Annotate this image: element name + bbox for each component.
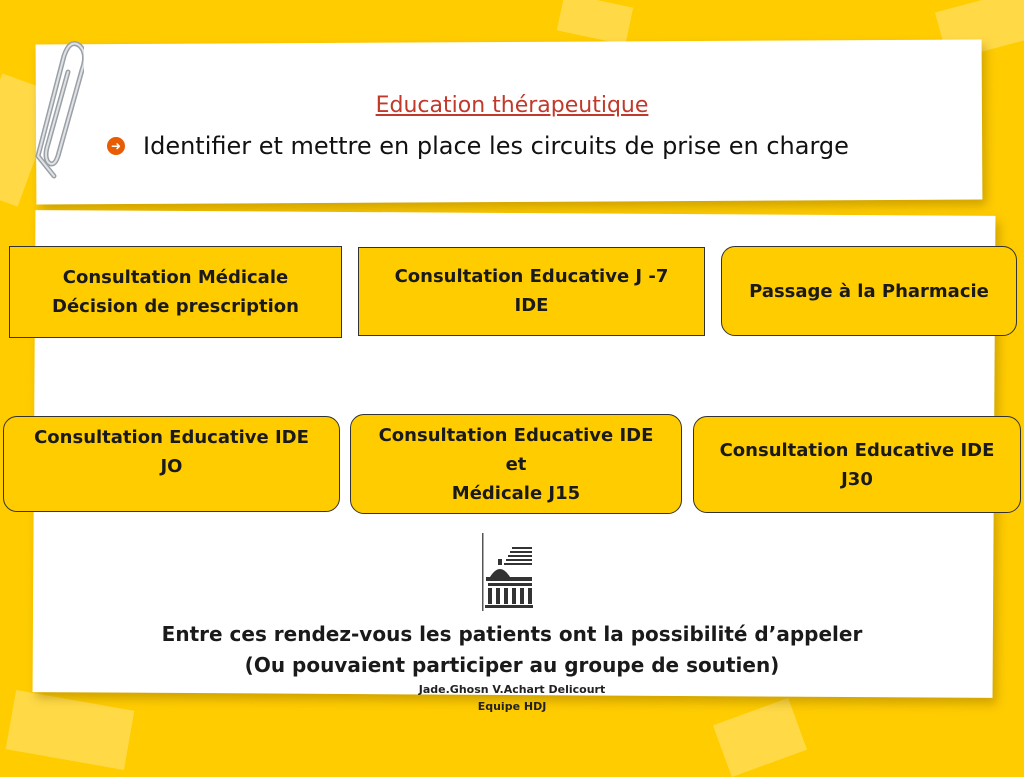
page-title: Education thérapeutique (375, 93, 649, 118)
bullet-text: Identifier et mettre en place les circuits de prise en charge (143, 132, 849, 160)
credit-authors: Jade.Ghosn V.Achart Delicourt (418, 683, 606, 696)
box-consultation-j7: Consultation Educative J -7 IDE (358, 247, 705, 336)
header-paper (36, 40, 983, 205)
arrow-bullet-icon: ➜ (107, 137, 125, 155)
background-shape (557, 0, 633, 45)
box-consultation-j30: Consultation Educative IDE J30 (693, 416, 1021, 513)
hospital-logo (482, 533, 536, 611)
bullet-row (107, 132, 849, 160)
box-pharmacie: Passage à la Pharmacie (721, 246, 1017, 336)
box-consultation-medicale: Consultation Médicale Décision de prescription (9, 246, 342, 338)
footer-line-1: Entre ces rendez-vous les patients ont la possibilité d’appeler (161, 622, 863, 646)
box-consultation-jo: Consultation Educative IDE JO (3, 416, 340, 512)
box-consultation-j15: Consultation Educative IDE et Médicale J15 (350, 414, 682, 514)
credit-team: Equipe HDJ (477, 700, 547, 713)
footer-line-2: (Ou pouvaient participer au groupe de soutien) (244, 653, 780, 677)
